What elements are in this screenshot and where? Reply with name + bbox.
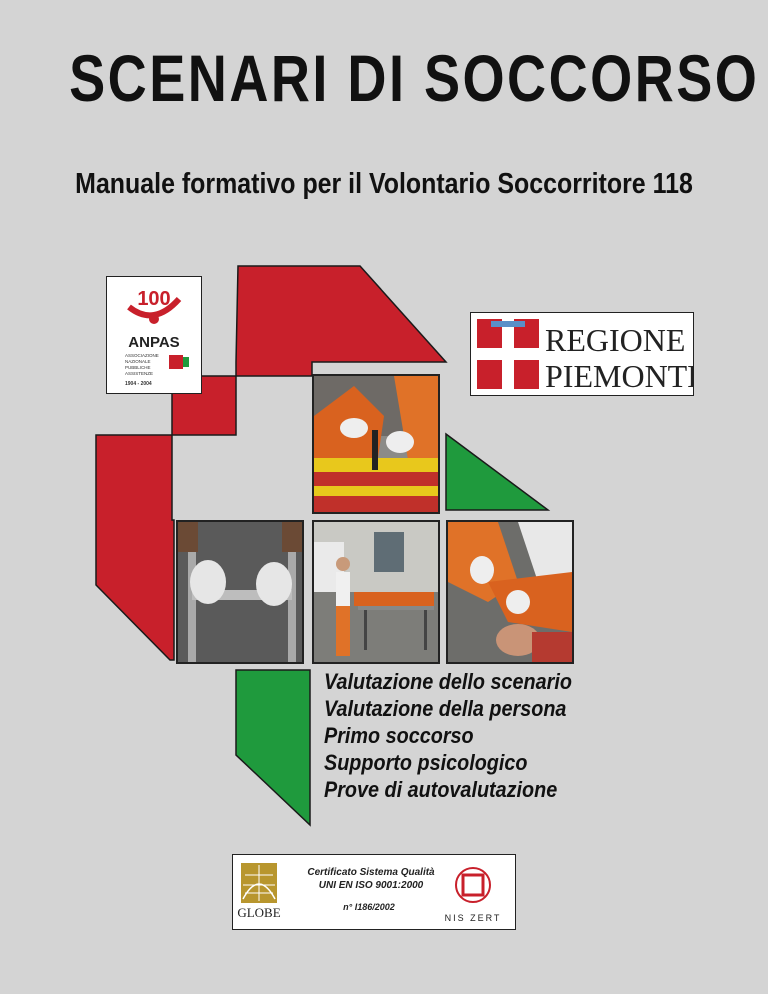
topic-item: Valutazione dello scenario <box>324 669 572 694</box>
anpas-number: 100 <box>137 288 171 310</box>
topic-item: Primo soccorso <box>324 723 474 748</box>
topic-item: Supporto psicologico <box>324 750 528 775</box>
svg-text:ASSOCIAZIONE: ASSOCIAZIONE <box>125 353 159 358</box>
svg-text:NAZIONALE: NAZIONALE <box>125 359 151 364</box>
anpas-name: ANPAS <box>128 334 180 351</box>
cert-line1: Certificato Sistema Qualità <box>307 867 435 878</box>
svg-text:ASSISTENZE: ASSISTENZE <box>125 371 154 376</box>
topic-item: Valutazione della persona <box>324 696 567 721</box>
certification-box <box>232 854 516 930</box>
niszert-text: NIS ZERT <box>444 913 502 923</box>
anpas-years: 1904 - 2004 <box>125 381 152 387</box>
cert-number: n° I186/2002 <box>343 902 395 912</box>
svg-text:PUBBLICHE: PUBBLICHE <box>125 365 151 370</box>
photo-ambulance-stretcher <box>312 520 440 664</box>
regione-line1: REGIONE <box>545 322 686 358</box>
photo-stretcher-handles <box>176 520 304 664</box>
cover-subtitle: Manuale formativo per il Volontario Soccorritore 118 <box>75 168 693 200</box>
topic-item: Prove di autovalutazione <box>324 777 558 802</box>
photo-patient-care <box>446 520 574 664</box>
anpas-logo <box>106 276 202 394</box>
regione-piemonte-logo <box>470 312 694 396</box>
regione-line2: PIEMONTE <box>545 358 693 394</box>
cert-line2: UNI EN ISO 9001:2000 <box>318 880 424 891</box>
green-shape-top <box>446 434 548 510</box>
photo-rescuer-hands <box>312 374 440 514</box>
topics-list <box>324 668 572 803</box>
green-shape-bottom <box>236 670 310 825</box>
cover-title: SCENARI DI SOCCORSO <box>69 41 760 115</box>
globe-text: GLOBE <box>237 905 281 920</box>
